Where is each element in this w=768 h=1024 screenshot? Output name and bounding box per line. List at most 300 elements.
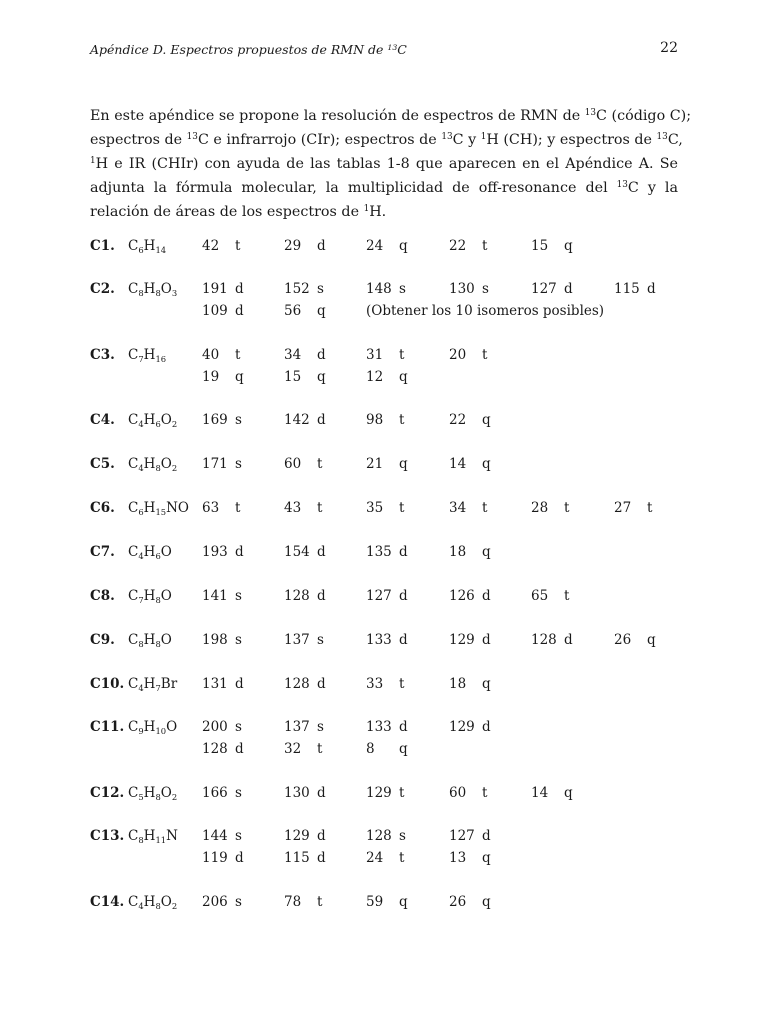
shift-cell: [284, 412, 326, 428]
formula-count: 2: [171, 900, 178, 911]
shift-cell: [366, 894, 408, 910]
multiplicity: q: [482, 544, 491, 560]
multiplicity: t: [482, 238, 488, 254]
chemical-shift: 109: [202, 303, 228, 319]
multiplicity: d: [482, 588, 491, 604]
multiplicity: t: [647, 500, 653, 516]
shift-cell: [531, 588, 569, 604]
formula-count: 8: [138, 287, 144, 298]
formula-count: 2: [171, 418, 178, 429]
multiplicity: s: [317, 281, 324, 297]
formula-count: 8: [155, 287, 161, 298]
spectrum-body: [90, 828, 690, 872]
shift-row: [90, 500, 690, 522]
chemical-shift: 31: [366, 347, 384, 363]
formula-element: O: [160, 544, 172, 560]
formula-count: 8: [155, 638, 161, 649]
chemical-shift: 137: [284, 632, 310, 648]
chemical-shift: 128: [284, 676, 310, 692]
intro-text: C y: [452, 132, 481, 148]
entry-code: C10.: [90, 676, 125, 692]
shift-cell: [202, 303, 244, 319]
spectrum-body: [90, 894, 690, 916]
formula-count: 4: [138, 550, 144, 561]
shift-cell: [202, 741, 244, 757]
multiplicity: d: [235, 544, 244, 560]
multiplicity: s: [482, 281, 489, 297]
formula-count: 9: [138, 725, 144, 736]
chemical-shift: 129: [449, 632, 475, 648]
intro-text: espectros de: [90, 132, 187, 148]
entry-code: C3.: [90, 347, 115, 363]
shift-cell: [449, 676, 491, 692]
spectrum-body: [90, 412, 690, 434]
spectrum-entry: [90, 676, 690, 698]
formula-element: O: [160, 281, 172, 297]
formula-count: 4: [138, 682, 144, 693]
entry-code: C11.: [90, 719, 125, 735]
spectrum-body: [90, 676, 690, 698]
chemical-shift: 65: [531, 588, 549, 604]
chemical-shift: 152: [284, 281, 310, 297]
shift-cell: [284, 632, 324, 648]
formula-element: NO: [166, 500, 189, 516]
entry-code: C12.: [90, 785, 125, 801]
formula-count: 10: [155, 725, 167, 736]
formula-count: 6: [138, 506, 144, 517]
entry-code: C4.: [90, 412, 115, 428]
formula-count: 8: [155, 594, 161, 605]
shift-row: [90, 238, 690, 260]
chemical-shift: 148: [366, 281, 392, 297]
chemical-shift: 33: [366, 676, 384, 692]
chemical-shift: 43: [284, 500, 302, 516]
spectrum-entry: [90, 828, 690, 872]
shift-cell: [366, 347, 404, 363]
chemical-shift: 35: [366, 500, 384, 516]
spectrum-entry: [90, 588, 690, 610]
formula-element: C: [128, 500, 139, 516]
header-title-end: C: [397, 42, 407, 57]
multiplicity: t: [317, 894, 323, 910]
chemical-shift: 133: [366, 632, 392, 648]
formula-element: H: [143, 544, 156, 560]
shift-cell: [202, 500, 240, 516]
spectrum-body: [90, 719, 690, 763]
running-header: [90, 40, 678, 60]
formula-element: H: [143, 588, 156, 604]
intro-text: H.: [369, 204, 387, 220]
intro-line: [90, 200, 678, 224]
shift-row: [90, 588, 690, 610]
intro-text: En este apéndice se propone la resolución de espectros de RMN de: [90, 108, 585, 124]
multiplicity: s: [235, 456, 242, 472]
shift-cell: [202, 281, 244, 297]
shift-row: [90, 412, 690, 434]
shift-cell: [531, 785, 573, 801]
chemical-shift: 21: [366, 456, 384, 472]
multiplicity: d: [564, 281, 573, 297]
shift-cell: [449, 500, 487, 516]
chemical-shift: 78: [284, 894, 302, 910]
shift-cell: [284, 500, 322, 516]
shift-cell: [284, 785, 326, 801]
chemical-shift: 127: [366, 588, 392, 604]
chemical-shift: 169: [202, 412, 228, 428]
chemical-shift: 144: [202, 828, 228, 844]
shift-row: [90, 544, 690, 566]
chemical-shift: 63: [202, 500, 220, 516]
chemical-shift: 26: [449, 894, 467, 910]
spectrum-entry: [90, 500, 690, 522]
chemical-shift: 18: [449, 676, 467, 692]
intro-text: C (código C);: [596, 108, 692, 124]
multiplicity: q: [235, 369, 244, 385]
formula-element: C: [128, 412, 139, 428]
formula-count: 11: [155, 834, 167, 845]
intro-line: [90, 176, 678, 200]
formula-count: 5: [138, 791, 144, 802]
shift-cell: [202, 828, 242, 844]
multiplicity: t: [399, 785, 405, 801]
spectrum-entry: [90, 238, 690, 260]
shift-cell: [449, 412, 491, 428]
spectrum-entry: [90, 632, 690, 654]
shift-row: [90, 828, 690, 850]
multiplicity: d: [317, 347, 326, 363]
multiplicity: q: [399, 456, 408, 472]
shift-cell: [202, 456, 242, 472]
shift-row: [90, 719, 690, 741]
entry-code: C1.: [90, 238, 115, 254]
shift-cell: [366, 238, 408, 254]
entry-code: C2.: [90, 281, 115, 297]
chemical-shift: 129: [284, 828, 310, 844]
chemical-shift: 14: [531, 785, 549, 801]
shift-cell: [449, 281, 489, 297]
chemical-shift: 27: [614, 500, 632, 516]
formula-element: C: [128, 238, 139, 254]
shift-cell: [202, 544, 244, 560]
shift-row: [90, 785, 690, 807]
formula-element: C: [128, 894, 139, 910]
header-title: [90, 42, 407, 57]
chemical-shift: 154: [284, 544, 310, 560]
multiplicity: q: [647, 632, 656, 648]
chemical-shift: 128: [366, 828, 392, 844]
chemical-shift: 40: [202, 347, 220, 363]
chemical-shift: 127: [449, 828, 475, 844]
multiplicity: s: [317, 632, 324, 648]
multiplicity: d: [235, 850, 244, 866]
formula-count: 2: [171, 791, 178, 802]
shift-cell: [366, 281, 406, 297]
shift-cell: [366, 850, 404, 866]
intro-line: [90, 128, 683, 152]
chemical-shift: 22: [449, 412, 467, 428]
chemical-shift: 26: [614, 632, 632, 648]
spectrum-entry: [90, 544, 690, 566]
formula-element: H: [143, 785, 156, 801]
chemical-shift: 60: [449, 785, 467, 801]
formula-count: 8: [155, 791, 161, 802]
chemical-shift: 56: [284, 303, 302, 319]
formula-element: C: [128, 588, 139, 604]
chemical-shift: 126: [449, 588, 475, 604]
formula-element: O: [160, 412, 172, 428]
shift-cell: [366, 500, 404, 516]
entry-code: C9.: [90, 632, 115, 648]
header-title-isotope: 13: [387, 42, 398, 52]
shift-cell: [449, 238, 487, 254]
chemical-shift: 24: [366, 238, 384, 254]
shift-cell: [366, 741, 408, 757]
spectrum-entry: [90, 894, 690, 916]
shift-row: [90, 741, 690, 763]
chemical-shift: 129: [366, 785, 392, 801]
multiplicity: q: [482, 412, 491, 428]
shift-cell: [202, 632, 242, 648]
formula-element: C: [128, 544, 139, 560]
multiplicity: t: [482, 500, 488, 516]
multiplicity: d: [317, 238, 326, 254]
formula-element: C: [128, 347, 139, 363]
chemical-shift: 130: [449, 281, 475, 297]
formula-element: C: [128, 785, 139, 801]
chemical-shift: 20: [449, 347, 467, 363]
formula-count: 4: [138, 462, 144, 473]
formula-element: H: [143, 500, 156, 516]
chemical-shift: 131: [202, 676, 228, 692]
multiplicity: t: [564, 588, 570, 604]
multiplicity: s: [235, 828, 242, 844]
formula-element: C: [128, 676, 139, 692]
chemical-shift: 15: [284, 369, 302, 385]
multiplicity: s: [235, 719, 242, 735]
shift-cell: [366, 369, 408, 385]
chemical-shift: 29: [284, 238, 302, 254]
shift-cell: [284, 676, 326, 692]
formula-count: 8: [155, 900, 161, 911]
shift-cell: [449, 894, 491, 910]
formula-element: Br: [160, 676, 178, 692]
shift-cell: [366, 785, 404, 801]
shift-cell: [202, 785, 242, 801]
multiplicity: s: [235, 785, 242, 801]
shift-cell: [449, 785, 487, 801]
multiplicity: q: [564, 785, 573, 801]
spectrum-body: [90, 238, 690, 260]
chemical-shift: 133: [366, 719, 392, 735]
spectrum-body: [90, 632, 690, 654]
shift-cell: [202, 238, 240, 254]
formula-element: O: [160, 632, 172, 648]
chemical-shift: 137: [284, 719, 310, 735]
shift-cell: [449, 719, 491, 735]
shift-cell: [284, 828, 326, 844]
shift-cell: [449, 544, 491, 560]
chemical-shift: 115: [614, 281, 640, 297]
formula-element: C: [128, 456, 139, 472]
shift-cell: [284, 741, 322, 757]
chemical-shift: 130: [284, 785, 310, 801]
shift-cell: [202, 719, 242, 735]
shift-cell: [449, 828, 491, 844]
multiplicity: q: [399, 894, 408, 910]
multiplicity: q: [482, 894, 491, 910]
shift-cell: [366, 676, 404, 692]
formula-count: 6: [155, 418, 161, 429]
shift-cell: [284, 281, 324, 297]
multiplicity: q: [399, 238, 408, 254]
multiplicity: d: [317, 785, 326, 801]
formula-element: H: [143, 828, 156, 844]
shift-cell: [449, 632, 491, 648]
formula-count: 7: [155, 682, 161, 693]
multiplicity: s: [399, 281, 406, 297]
shift-cell: [202, 369, 244, 385]
formula-element: H: [143, 281, 156, 297]
chemical-shift: 19: [202, 369, 220, 385]
chemical-shift: 28: [531, 500, 549, 516]
formula-count: 6: [155, 550, 161, 561]
chemical-shift: 34: [284, 347, 302, 363]
formula-element: H: [143, 412, 156, 428]
shift-cell: [284, 456, 322, 472]
chemical-shift: 128: [531, 632, 557, 648]
formula-element: C: [128, 828, 139, 844]
multiplicity: d: [317, 828, 326, 844]
shift-cell: [202, 850, 244, 866]
formula-count: 15: [155, 506, 167, 517]
spectrum-body: [90, 544, 690, 566]
spectrum-entry: [90, 456, 690, 478]
multiplicity: d: [564, 632, 573, 648]
chemical-shift: 119: [202, 850, 228, 866]
formula-element: C: [128, 632, 139, 648]
formula-element: H: [143, 456, 156, 472]
chemical-shift: 206: [202, 894, 228, 910]
intro-text: C y la: [627, 180, 679, 196]
intro-text: C e infrarrojo (CIr); espectros de: [197, 132, 442, 148]
shift-row: [90, 456, 690, 478]
shift-cell: [284, 303, 326, 319]
multiplicity: d: [235, 741, 244, 757]
multiplicity: s: [235, 894, 242, 910]
formula-element: H: [143, 676, 156, 692]
shift-row: [90, 303, 690, 325]
shift-row: [90, 281, 690, 303]
intro-text: H (CH); y espectros de: [486, 132, 657, 148]
shift-cell: [284, 894, 322, 910]
formula-element: O: [160, 894, 172, 910]
shift-cell: [284, 719, 324, 735]
formula-element: O: [160, 456, 172, 472]
shift-cell: [531, 500, 569, 516]
shift-cell: [366, 544, 408, 560]
formula-element: H: [143, 347, 156, 363]
formula-element: H: [143, 894, 156, 910]
chemical-shift: 22: [449, 238, 467, 254]
spectrum-entry: [90, 785, 690, 807]
chemical-shift: 193: [202, 544, 228, 560]
multiplicity: d: [647, 281, 656, 297]
formula-element: O: [166, 719, 178, 735]
multiplicity: q: [399, 369, 408, 385]
multiplicity: d: [317, 676, 326, 692]
shift-cell: [449, 456, 491, 472]
chemical-shift: 98: [366, 412, 384, 428]
multiplicity: d: [482, 632, 491, 648]
isotope-superscript: 13: [616, 180, 628, 191]
multiplicity: d: [235, 281, 244, 297]
shift-cell: [284, 238, 326, 254]
chemical-shift: 141: [202, 588, 228, 604]
shift-cell: [366, 828, 406, 844]
chemical-shift: 13: [449, 850, 467, 866]
shift-cell: [614, 281, 656, 297]
isotope-superscript: 13: [584, 108, 597, 119]
spectrum-entry: [90, 412, 690, 434]
isotope-superscript: 1: [480, 132, 487, 143]
shift-cell: [614, 632, 656, 648]
multiplicity: d: [482, 719, 491, 735]
chemical-shift: 191: [202, 281, 228, 297]
chemical-shift: 166: [202, 785, 228, 801]
shift-cell: [284, 544, 326, 560]
multiplicity: q: [482, 850, 491, 866]
multiplicity: s: [235, 632, 242, 648]
multiplicity: d: [317, 412, 326, 428]
shift-cell: [202, 412, 242, 428]
shift-cell: [614, 500, 652, 516]
isotope-superscript: 1: [90, 156, 96, 167]
shift-row: [90, 369, 690, 391]
chemical-shift: 200: [202, 719, 228, 735]
multiplicity: d: [399, 588, 408, 604]
multiplicity: t: [399, 412, 405, 428]
multiplicity: t: [235, 238, 241, 254]
shift-cell: [366, 412, 404, 428]
isotope-superscript: 1: [363, 204, 370, 215]
shift-cell: [202, 347, 240, 363]
formula-element: H: [143, 719, 156, 735]
isotope-superscript: 13: [656, 132, 668, 143]
shift-cell: [366, 588, 408, 604]
formula-element: N: [166, 828, 178, 844]
multiplicity: t: [317, 500, 323, 516]
chemical-shift: 129: [449, 719, 475, 735]
formula-count: 3: [171, 287, 178, 298]
shift-row: [90, 676, 690, 698]
formula-count: 2: [171, 462, 178, 473]
multiplicity: d: [399, 719, 408, 735]
shift-cell: [531, 281, 573, 297]
multiplicity: t: [482, 785, 488, 801]
intro-paragraph: [90, 104, 692, 224]
multiplicity: t: [482, 347, 488, 363]
page-number: 22: [660, 40, 678, 56]
multiplicity: s: [399, 828, 406, 844]
entry-note: (Obtener los 10 isomeros posibles): [366, 303, 605, 319]
chemical-shift: 15: [531, 238, 549, 254]
isotope-superscript: 13: [186, 132, 198, 143]
shift-row: [90, 632, 690, 654]
shift-cell: [449, 850, 491, 866]
multiplicity: q: [317, 303, 326, 319]
spectrum-body: [90, 500, 690, 522]
shift-cell: [366, 456, 408, 472]
